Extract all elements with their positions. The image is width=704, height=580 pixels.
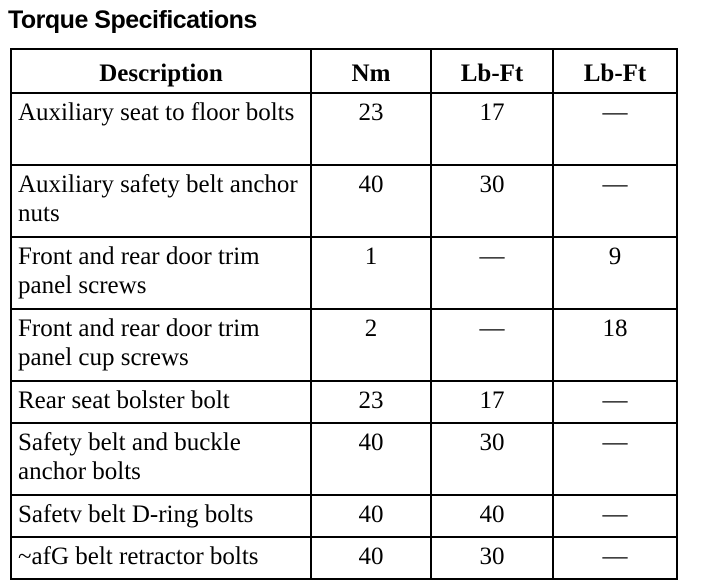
row-lb-ft: — [431,237,553,309]
header-description: Description [11,49,311,93]
table-row [11,381,677,423]
row-lb-ft: 40 [431,495,553,537]
row-lb-ft: 30 [431,165,553,237]
row-description: Auxiliary seat to floor bolts [11,93,311,165]
table-header-row [11,49,677,93]
table-row [11,93,677,165]
row-lb-ft-2: — [553,93,677,165]
row-lb-ft-2: — [553,381,677,423]
row-lb-ft: — [431,309,553,381]
row-lb-ft-2: — [553,537,677,579]
row-nm: 40 [311,537,431,579]
row-description: Safetv belt D-ring bolts [11,495,311,537]
header-lb-ft-2: Lb-Ft [553,49,677,93]
row-description: Safety belt and buckle anchor bolts [11,423,311,495]
row-lb-ft: 30 [431,423,553,495]
torque-table [10,48,678,580]
row-lb-ft-2: — [553,495,677,537]
header-lb-ft: Lb-Ft [431,49,553,93]
row-nm: 23 [311,93,431,165]
row-nm: 40 [311,495,431,537]
table-row [11,495,677,537]
row-description: Front and rear door trim panel screws [11,237,311,309]
table-row [11,309,677,381]
header-nm: Nm [311,49,431,93]
table-row [11,165,677,237]
row-nm: 40 [311,165,431,237]
row-description: Front and rear door trim panel cup screws [11,309,311,381]
table-row [11,237,677,309]
row-lb-ft: 30 [431,537,553,579]
row-lb-ft-2: 9 [553,237,677,309]
row-lb-ft: 17 [431,93,553,165]
row-nm: 23 [311,381,431,423]
table-row [11,537,677,579]
row-description: Rear seat bolster bolt [11,381,311,423]
table-row [11,423,677,495]
row-nm: 1 [311,237,431,309]
row-nm: 40 [311,423,431,495]
row-lb-ft-2: 18 [553,309,677,381]
row-description: Auxiliary safety belt anchor nuts [11,165,311,237]
row-description: ~afG belt retractor bolts [11,537,311,579]
row-nm: 2 [311,309,431,381]
row-lb-ft: 17 [431,381,553,423]
page-title: Torque Specifications [8,6,257,34]
row-lb-ft-2: — [553,423,677,495]
row-lb-ft-2: — [553,165,677,237]
